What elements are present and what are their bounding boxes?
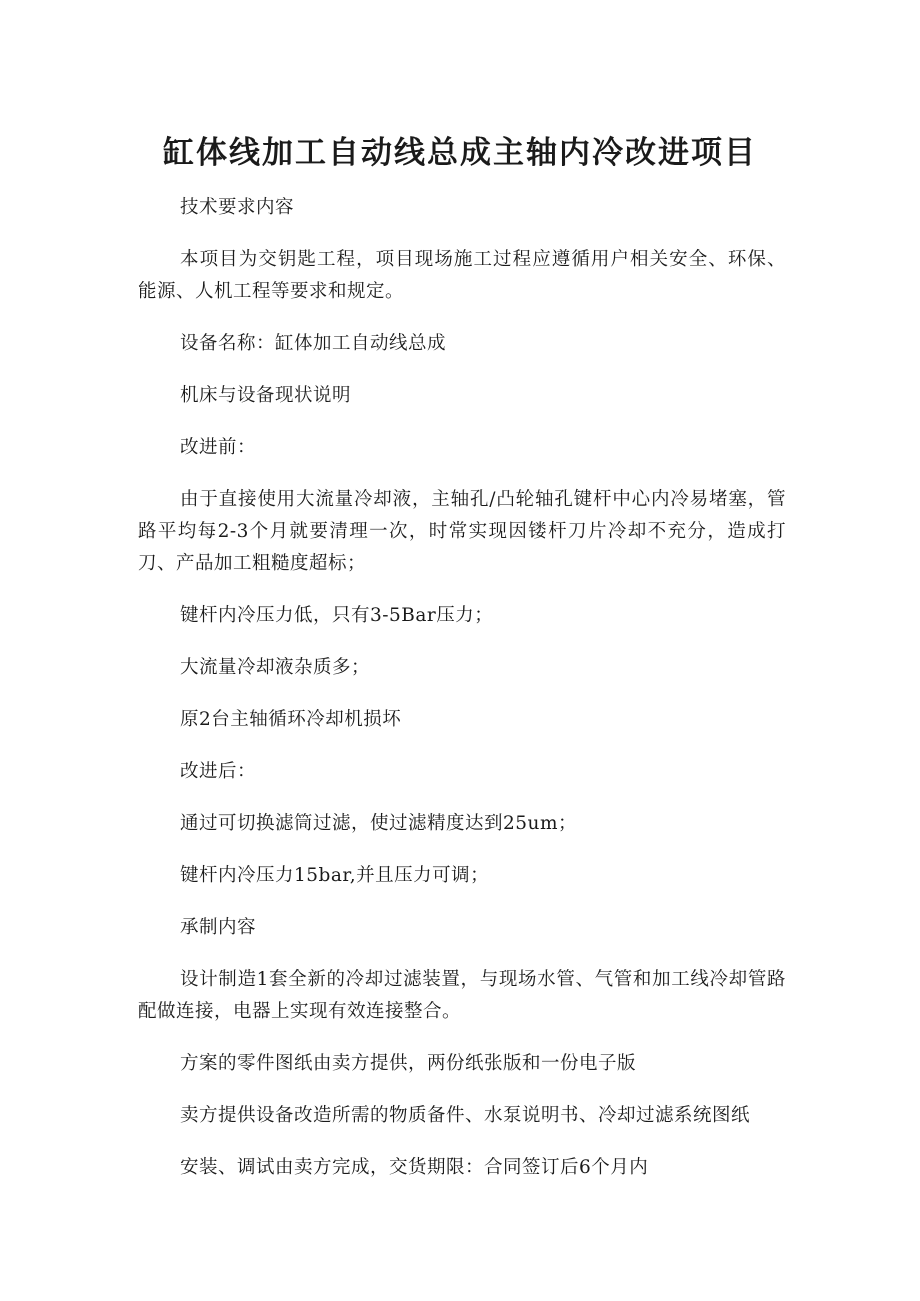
section-heading-after: 改进后： [180, 761, 257, 782]
document-body [138, 192, 786, 1204]
paragraph-after-pressure: 键杆内冷压力15bar,并且压力可调； [180, 865, 490, 886]
paragraph-before-chiller: 原2台主轴循环冷却机损坏 [180, 709, 402, 730]
section-heading-tech-requirements: 技术要求内容 [180, 197, 295, 218]
document-title: 缸体线加工自动线总成主轴内冷改进项目 [163, 134, 757, 171]
section-heading-before: 改进前： [180, 437, 257, 458]
paragraph-scope-design: 设计制造1套全新的冷却过滤装置，与现场水管、气管和加工线冷却管路配做连接，电器上实现有效连接整合。 [138, 969, 786, 1022]
paragraph-before-issue: 由于直接使用大流量冷却液，主轴孔/凸轮轴孔键杆中心内冷易堵塞，管路平均每2-3个月就要清理一次，时常实现因镂杆刀片冷却不充分，造成打刀、产品加工粗糙度超标； [138, 489, 786, 574]
paragraph-after-filter: 通过可切换滤筒过滤，使过滤精度达到25um； [180, 813, 577, 834]
paragraph-before-pressure: 键杆内冷压力低，只有3-5Bar压力； [180, 605, 494, 626]
paragraph-equipment-name: 设备名称：缸体加工自动线总成 [180, 333, 447, 354]
paragraph-scope-drawings: 方案的零件图纸由卖方提供，两份纸张版和一份电子版 [180, 1053, 637, 1074]
paragraph-scope-spares: 卖方提供设备改造所需的物质备件、水泵说明书、冷却过滤系统图纸 [180, 1105, 751, 1126]
section-heading-scope: 承制内容 [180, 917, 257, 938]
paragraph-project-scope: 本项目为交钥匙工程，项目现场施工过程应遵循用户相关安全、环保、能源、人机工程等要求和规定。 [138, 249, 786, 302]
section-heading-status: 机床与设备现状说明 [180, 385, 352, 406]
paragraph-before-impurities: 大流量冷却液杂质多； [180, 657, 371, 678]
paragraph-scope-delivery: 安装、调试由卖方完成，交货期限：合同签订后6个月内 [180, 1157, 649, 1178]
